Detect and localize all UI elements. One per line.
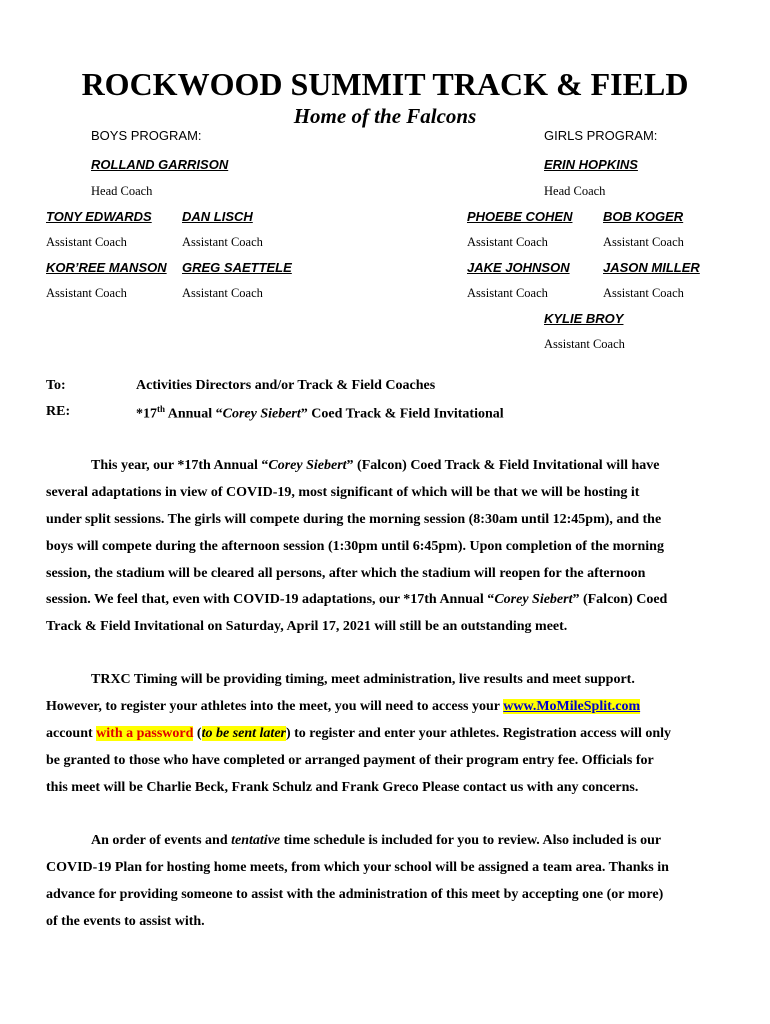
paragraph-line: session, the stadium will be cleared all persons, after which the stadium will reopen for the afternoon: [46, 566, 646, 581]
sent-later-highlight: to be sent later: [201, 726, 286, 741]
paragraph-line: advance for providing someone to assist with the administration of this meet by accepting one (or more): [46, 887, 664, 902]
paragraph-line: be granted to those who have completed or arranged payment of their program entry fee. Officials for: [46, 753, 654, 768]
coach-name: PHOEBE COHEN: [467, 209, 573, 224]
paragraph-line: of the events to assist with.: [46, 914, 205, 929]
paragraph-line: TRXC Timing will be providing timing, meet administration, live results and meet support.: [91, 672, 635, 687]
girls-head-coach-name: ERIN HOPKINS: [544, 157, 638, 172]
girls-head-coach-role: Head Coach: [544, 184, 606, 198]
girls-program-label: GIRLS PROGRAM:: [544, 128, 658, 143]
paragraph-line: under split sessions. The girls will compete during the morning session (8:30am until 12:45pm), and the: [46, 512, 662, 527]
momilesplit-link[interactable]: www.MoMileSplit.com: [503, 699, 641, 714]
coach-name: TONY EDWARDS: [46, 209, 152, 224]
paragraph-line: COVID-19 Plan for hosting home meets, from which your school will be assigned a team area. Thanks in: [46, 860, 669, 875]
page-title: ROCKWOOD SUMMIT TRACK & FIELD: [81, 66, 689, 102]
boys-head-coach-role: Head Coach: [91, 184, 153, 198]
coach-role: Assistant Coach: [46, 286, 127, 300]
coach-role: Assistant Coach: [182, 286, 263, 300]
to-label: To:: [46, 378, 66, 393]
coach-role: Assistant Coach: [182, 235, 263, 249]
coach-name: JASON MILLER: [603, 260, 700, 275]
boys-head-coach-name: ROLLAND GARRISON: [91, 157, 229, 172]
paragraph-line: Track & Field Invitational on Saturday, April 17, 2021 will still be an outstanding meet.: [46, 619, 568, 634]
paragraph-line: This year, our *17th Annual “Corey Siebert” (Falcon) Coed Track & Field Invitational will have: [91, 458, 660, 473]
to-value: Activities Directors and/or Track & Field Coaches: [136, 378, 436, 393]
paragraph-line: However, to register your athletes into the meet, you will need to access your www.MoMileSplit.com: [46, 699, 641, 714]
paragraph-line: boys will compete during the afternoon session (1:30pm until 6:45pm). Upon completion of the morning: [46, 539, 664, 554]
coach-name: JAKE JOHNSON: [467, 260, 570, 275]
re-label: RE:: [46, 404, 71, 419]
coach-name: KYLIE BROY: [544, 311, 624, 326]
coach-role: Assistant Coach: [544, 337, 625, 351]
coach-name: BOB KOGER: [603, 209, 684, 224]
coach-role: Assistant Coach: [46, 235, 127, 249]
paragraph-line: this meet will be Charlie Beck, Frank Schulz and Frank Greco Please contact us with any concerns.: [46, 780, 639, 795]
coach-role: Assistant Coach: [603, 286, 684, 300]
coach-role: Assistant Coach: [603, 235, 684, 249]
password-highlight: with a password: [96, 726, 194, 741]
paragraph-line: An order of events and tentative time schedule is included for you to review. Also included is our: [91, 833, 662, 848]
coach-role: Assistant Coach: [467, 286, 548, 300]
boys-program-label: BOYS PROGRAM:: [91, 128, 202, 143]
paragraph-line: several adaptations in view of COVID-19, most significant of which will be that we will be hosting it: [46, 485, 640, 500]
paragraph-line: account with a password (to be sent later) to register and enter your athletes. Registration access will only: [46, 726, 672, 741]
re-value: *17th Annual “Corey Siebert” Coed Track & Field Invitational: [136, 404, 504, 422]
coach-name: KOR’REE MANSON: [46, 260, 167, 275]
coach-name: DAN LISCH: [182, 209, 253, 224]
coach-role: Assistant Coach: [467, 235, 548, 249]
paragraph-line: session. We feel that, even with COVID-19 adaptations, our *17th Annual “Corey Siebert” (Falcon) Coed: [46, 592, 668, 607]
coach-name: GREG SAETTELE: [182, 260, 292, 275]
page-subtitle: Home of the Falcons: [293, 104, 477, 128]
